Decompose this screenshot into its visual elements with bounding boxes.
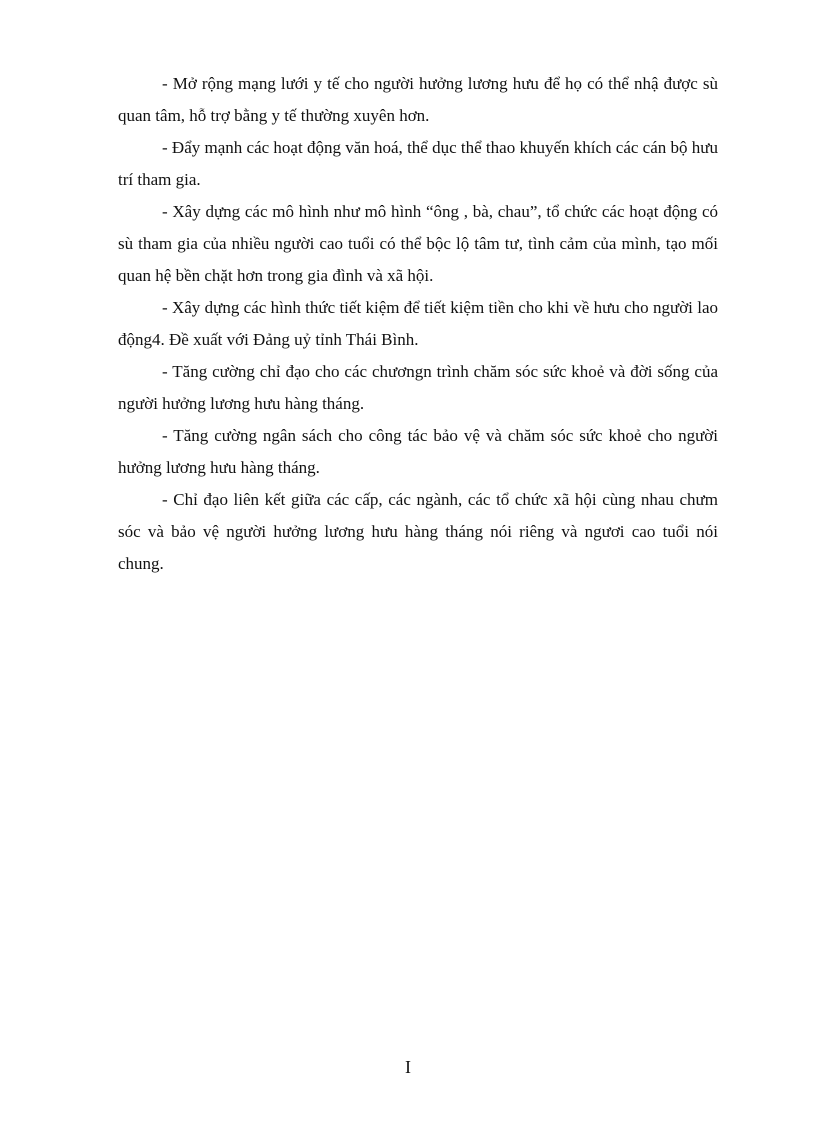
paragraph-healthcare-network: - Mở rộng mạng lưới y tế cho người hưởng lương hưu để họ có thể nhậ được sù quan tâm, hỗ trợ bằng y tế thường xuyên hơn. xyxy=(118,74,718,125)
document-body xyxy=(118,68,718,580)
paragraph-family-models: - Xây dựng các mô hình như mô hình “ông , bà, chau”, tổ chức các hoạt động có sù tham gia của nhiều người cao tuổi có thể bộc lộ tâm tư, tình cảm của mình, tạo mối quan hệ bền chặt hơn trong gia đình và xã hội. xyxy=(118,202,718,285)
paragraph-care-programs: - Tăng cường chỉ đạo cho các chươngn trình chăm sóc sức khoẻ và đời sống của người hưởng lương hưu hàng tháng. xyxy=(118,362,718,413)
page-number: I xyxy=(405,1057,411,1077)
paragraph-budget: - Tăng cường ngân sách cho công tác bảo vệ và chăm sóc sức khoẻ cho người hưởng lương hưu hàng tháng. xyxy=(118,426,718,477)
paragraph-coordination: - Chỉ đạo liên kết giữa các cấp, các ngành, các tổ chức xã hội cùng nhau chưm sóc và bảo vệ người hưởng lương hưu hàng tháng nói riêng và ngươi cao tuổi nói chung. xyxy=(118,490,718,573)
paragraph-cultural-activities: - Đẩy mạnh các hoạt động văn hoá, thể dục thể thao khuyến khích các cán bộ hưu trí tham gia. xyxy=(118,138,718,189)
paragraph-savings-forms: - Xây dựng các hình thức tiết kiệm để tiết kiệm tiền cho khi về hưu cho người lao động4. Đề xuất với Đảng uỷ tỉnh Thái Bình. xyxy=(118,298,718,349)
